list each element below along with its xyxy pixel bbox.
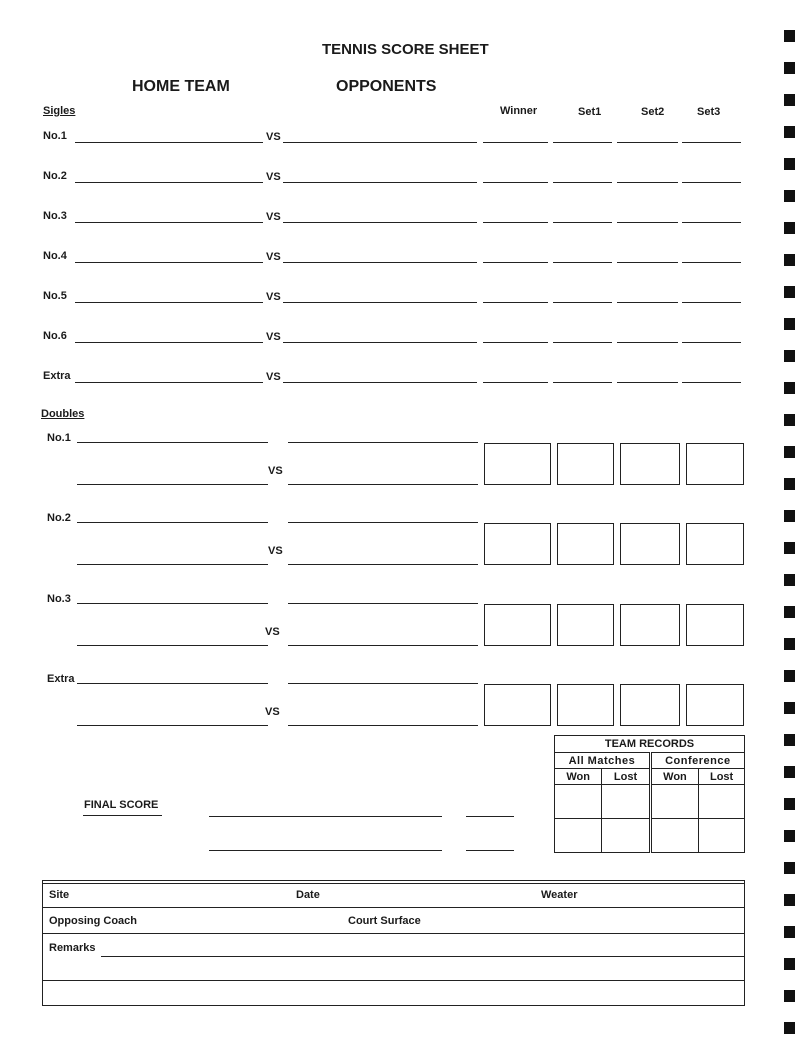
set3-line[interactable] — [682, 222, 741, 223]
set2-line[interactable] — [617, 262, 678, 263]
remarks-line[interactable] — [101, 956, 744, 957]
punch-hole — [784, 254, 795, 266]
set2-line[interactable] — [617, 382, 678, 383]
set3-line[interactable] — [682, 302, 741, 303]
punch-hole — [784, 606, 795, 618]
vs-label: VS — [266, 331, 281, 343]
punch-hole — [784, 446, 795, 458]
vs-label: VS — [266, 211, 281, 223]
all-matches-header: All Matches — [555, 753, 651, 769]
vs-label: VS — [266, 251, 281, 263]
conference-header: Conference — [650, 753, 744, 769]
home-player-line[interactable] — [75, 382, 263, 383]
set3-column-header: Set3 — [697, 106, 721, 118]
set2-box[interactable] — [620, 604, 680, 646]
opponent-player-line[interactable] — [283, 342, 477, 343]
set3-box[interactable] — [686, 523, 744, 565]
punch-hole — [784, 702, 795, 714]
final-score-label: FINAL SCORE — [84, 799, 159, 811]
record-cell[interactable] — [699, 819, 745, 853]
record-cell[interactable] — [699, 785, 745, 819]
punch-hole — [784, 382, 795, 394]
singles-row-label: No.4 — [43, 250, 67, 262]
punch-hole — [784, 350, 795, 362]
winner-line[interactable] — [483, 302, 548, 303]
doubles-row-label: No.1 — [47, 432, 71, 444]
opponent-player-2-line[interactable] — [288, 725, 478, 726]
winner-box[interactable] — [484, 443, 551, 485]
record-cell[interactable] — [555, 819, 602, 853]
punch-hole — [784, 862, 795, 874]
set1-line[interactable] — [553, 382, 612, 383]
vs-label: VS — [266, 371, 281, 383]
punch-hole — [784, 318, 795, 330]
punch-hole — [784, 926, 795, 938]
opponent-player-line[interactable] — [283, 382, 477, 383]
singles-row-2 — [0, 170, 809, 190]
record-cell[interactable] — [602, 785, 650, 819]
punch-hole — [784, 62, 795, 74]
doubles-row-label: No.3 — [47, 593, 71, 605]
info-row-divider — [43, 907, 744, 908]
home-player-line[interactable] — [75, 262, 263, 263]
punch-hole — [784, 30, 795, 42]
singles-section-label: Sigles — [43, 105, 76, 117]
singles-row-extra — [0, 370, 809, 390]
set3-box[interactable] — [686, 443, 744, 485]
punch-hole — [784, 190, 795, 202]
winner-line[interactable] — [483, 262, 548, 263]
punch-hole — [784, 958, 795, 970]
home-team-heading: HOME TEAM — [132, 78, 230, 95]
winner-box[interactable] — [484, 604, 551, 646]
set3-line[interactable] — [682, 182, 741, 183]
set3-line[interactable] — [682, 142, 741, 143]
doubles-row-3 — [0, 593, 809, 653]
match-info-box — [42, 880, 745, 1006]
winner-line[interactable] — [483, 222, 548, 223]
opponent-player-line[interactable] — [283, 222, 477, 223]
info-row-divider — [43, 933, 744, 934]
set2-box[interactable] — [620, 523, 680, 565]
remarks-label: Remarks — [49, 942, 96, 954]
opponent-player-line[interactable] — [283, 182, 477, 183]
punch-hole — [784, 414, 795, 426]
singles-row-label: No.1 — [43, 130, 67, 142]
home-player-2-line[interactable] — [77, 645, 268, 646]
home-player-2-line[interactable] — [77, 725, 268, 726]
punch-hole — [784, 990, 795, 1002]
set2-line[interactable] — [617, 302, 678, 303]
opponent-player-line[interactable] — [283, 262, 477, 263]
vs-label: VS — [265, 626, 280, 638]
winner-line[interactable] — [483, 142, 548, 143]
set1-line[interactable] — [553, 142, 612, 143]
punch-hole — [784, 670, 795, 682]
punch-hole — [784, 158, 795, 170]
date-label: Date — [296, 889, 320, 901]
remarks-line[interactable] — [43, 980, 744, 981]
punch-hole — [784, 638, 795, 650]
set2-line[interactable] — [617, 142, 678, 143]
home-player-line[interactable] — [75, 302, 263, 303]
singles-row-label: No.5 — [43, 290, 67, 302]
doubles-row-label: Extra — [47, 673, 75, 685]
punch-hole — [784, 1022, 795, 1034]
opponents-heading: OPPONENTS — [336, 78, 437, 95]
weater-label: Weater — [541, 889, 578, 901]
set2-box[interactable] — [620, 684, 680, 726]
singles-row-label: No.6 — [43, 330, 67, 342]
set1-line[interactable] — [553, 302, 612, 303]
winner-line[interactable] — [483, 382, 548, 383]
punch-hole — [784, 734, 795, 746]
winner-column-header: Winner — [500, 105, 538, 117]
singles-row-label: Extra — [43, 370, 71, 382]
vs-label: VS — [268, 545, 283, 557]
site-label: Site — [49, 889, 70, 901]
set2-column-header: Set2 — [641, 106, 665, 118]
doubles-row-extra — [0, 673, 809, 733]
home-player-1-line[interactable] — [77, 522, 268, 523]
home-player-1-line[interactable] — [77, 683, 268, 684]
opponent-final-points-line[interactable] — [466, 850, 514, 851]
punch-hole — [784, 126, 795, 138]
home-final-score-line[interactable] — [209, 816, 442, 817]
singles-row-5 — [0, 290, 809, 310]
record-cell[interactable] — [602, 819, 650, 853]
singles-row-3 — [0, 210, 809, 230]
home-player-1-line[interactable] — [77, 442, 268, 443]
punch-hole — [784, 222, 795, 234]
punch-hole — [784, 798, 795, 810]
set3-line[interactable] — [682, 382, 741, 383]
singles-row-4 — [0, 250, 809, 270]
opponent-player-line[interactable] — [283, 142, 477, 143]
doubles-section-label: Doubles — [41, 408, 85, 420]
vs-label: VS — [266, 131, 281, 143]
punch-hole — [784, 830, 795, 842]
home-player-1-line[interactable] — [77, 603, 268, 604]
court-surface-label: Court Surface — [348, 915, 421, 927]
winner-box[interactable] — [484, 684, 551, 726]
set1-box[interactable] — [557, 443, 614, 485]
opponent-player-2-line[interactable] — [288, 564, 478, 565]
punch-hole — [784, 286, 795, 298]
opponent-player-1-line[interactable] — [288, 442, 478, 443]
final-score-underline — [83, 815, 162, 816]
record-cell[interactable] — [650, 785, 698, 819]
home-player-2-line[interactable] — [77, 564, 268, 565]
set3-box[interactable] — [686, 604, 744, 646]
record-cell[interactable] — [650, 819, 698, 853]
punch-hole — [784, 574, 795, 586]
singles-row-label: No.2 — [43, 170, 67, 182]
punch-hole — [784, 894, 795, 906]
home-player-2-line[interactable] — [77, 484, 268, 485]
set1-line[interactable] — [553, 342, 612, 343]
winner-box[interactable] — [484, 523, 551, 565]
singles-row-1 — [0, 130, 809, 150]
set1-box[interactable] — [557, 684, 614, 726]
info-box-top-rule — [43, 883, 744, 884]
home-player-line[interactable] — [75, 142, 263, 143]
home-final-points-line[interactable] — [466, 816, 514, 817]
set2-line[interactable] — [617, 342, 678, 343]
all-matches-won-header: Won — [555, 769, 602, 785]
page-title: TENNIS SCORE SHEET — [322, 41, 489, 58]
set1-line[interactable] — [553, 182, 612, 183]
team-records-title: TEAM RECORDS — [555, 736, 745, 753]
punch-hole — [784, 766, 795, 778]
team-records-table — [554, 735, 745, 853]
vs-label: VS — [265, 706, 280, 718]
opposing-coach-label: Opposing Coach — [49, 915, 137, 927]
set3-line[interactable] — [682, 262, 741, 263]
doubles-row-label: No.2 — [47, 512, 71, 524]
set3-box[interactable] — [686, 684, 744, 726]
opponent-player-1-line[interactable] — [288, 603, 478, 604]
set1-line[interactable] — [553, 222, 612, 223]
opponent-player-line[interactable] — [283, 302, 477, 303]
punch-hole — [784, 510, 795, 522]
opponent-player-1-line[interactable] — [288, 522, 478, 523]
winner-line[interactable] — [483, 342, 548, 343]
home-player-line[interactable] — [75, 342, 263, 343]
doubles-row-1 — [0, 432, 809, 492]
conference-lost-header: Lost — [699, 769, 745, 785]
winner-line[interactable] — [483, 182, 548, 183]
vs-label: VS — [266, 171, 281, 183]
set1-line[interactable] — [553, 262, 612, 263]
all-matches-lost-header: Lost — [602, 769, 650, 785]
conference-won-header: Won — [650, 769, 698, 785]
punch-hole — [784, 542, 795, 554]
set1-column-header: Set1 — [578, 106, 602, 118]
vs-label: VS — [266, 291, 281, 303]
opponent-player-1-line[interactable] — [288, 683, 478, 684]
set3-line[interactable] — [682, 342, 741, 343]
home-player-line[interactable] — [75, 222, 263, 223]
doubles-row-2 — [0, 512, 809, 572]
punch-hole — [784, 478, 795, 490]
vs-label: VS — [268, 465, 283, 477]
set2-line[interactable] — [617, 222, 678, 223]
record-cell[interactable] — [555, 785, 602, 819]
singles-row-6 — [0, 330, 809, 350]
set2-line[interactable] — [617, 182, 678, 183]
set1-box[interactable] — [557, 523, 614, 565]
home-player-line[interactable] — [75, 182, 263, 183]
set1-box[interactable] — [557, 604, 614, 646]
opponent-final-score-line[interactable] — [209, 850, 442, 851]
set2-box[interactable] — [620, 443, 680, 485]
opponent-player-2-line[interactable] — [288, 484, 478, 485]
punch-hole — [784, 94, 795, 106]
opponent-player-2-line[interactable] — [288, 645, 478, 646]
singles-row-label: No.3 — [43, 210, 67, 222]
